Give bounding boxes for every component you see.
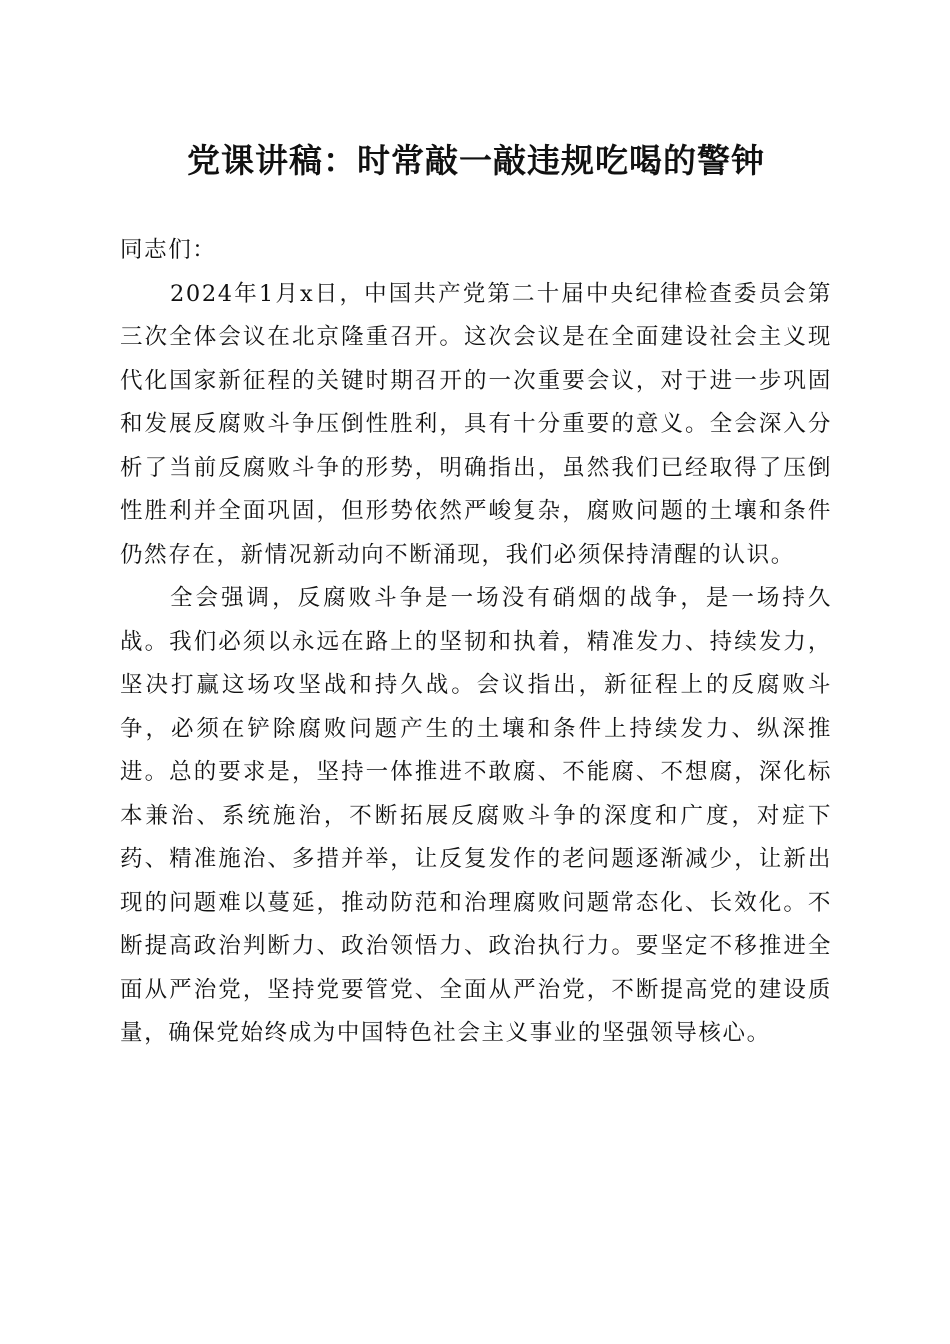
paragraph: 2024年1月x日，中国共产党第二十届中央纪律检查委员会第三次全体会议在北京隆重召开。这次会议是在全面建设社会主义现代化国家新征程的关键时期召开的一次重要会议，对于进一步巩固和发展反腐败斗争压倒性胜利，具有十分重要的意义。全会深入分析了当前反腐败斗争的形势，明确指出，虽然我们已经取得了压倒性胜利并全面巩固，但形势依然严峻复杂，腐败问题的土壤和条件仍然存在，新情况新动向不断涌现，我们必须保持清醒的认识。 <box>120 280 832 568</box>
document-body <box>120 229 832 1056</box>
paragraph: 全会强调，反腐败斗争是一场没有硝烟的战争，是一场持久战。我们必须以永远在路上的坚韧和执着，精准发力、持续发力，坚决打赢这场攻坚战和持久战。会议指出，新征程上的反腐败斗争，必须在铲除腐败问题产生的土壤和条件上持续发力、纵深推进。总的要求是，坚持一体推进不敢腐、不能腐、不想腐，深化标本兼治、系统施治，不断拓展反腐败斗争的深度和广度，对症下药、精准施治、多措并举，让反复发作的老问题逐渐减少，让新出现的问题难以蔓延，推动防范和治理腐败问题常态化、长效化。不断提高政治判断力、政治领悟力、政治执行力。要坚定不移推进全面从严治党，坚持党要管党、全面从严治党，不断提高党的建设质量，确保党始终成为中国特色社会主义事业的坚强领导核心。 <box>120 585 832 1046</box>
salutation: 同志们： <box>120 237 217 263</box>
document-title: 党课讲稿：时常敲一敲违规吃喝的警钟 <box>187 141 765 180</box>
